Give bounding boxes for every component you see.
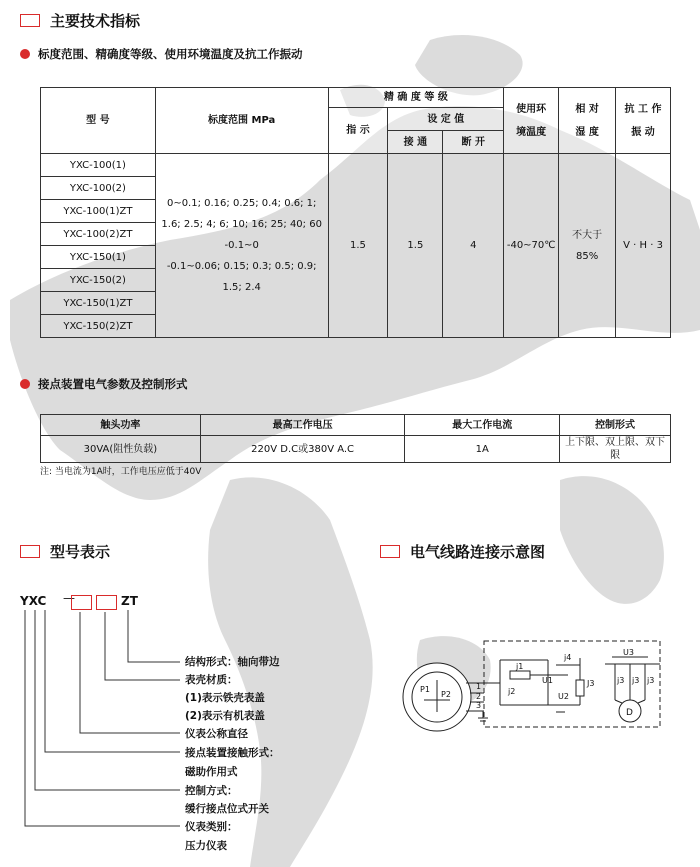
range-line: -0.1~0.06; 0.15; 0.3; 0.5; 0.9; 1.5; 2.4 [166,261,317,293]
humidity-line2: 85% [576,250,599,262]
model-cell: YXC-150(2)ZT [41,315,156,338]
header-current: 最大工作电流 [405,415,560,436]
humidity-line1: 不大于 [572,229,603,241]
model-cell: YXC-100(2)ZT [41,223,156,246]
label-p2: P2 [441,690,451,699]
connect-value: 1.5 [388,154,443,338]
header-indicate: 指 示 [328,108,388,154]
header-voltage: 最高工作电压 [200,415,405,436]
label-j2: j2 [508,687,516,696]
label-j3-coil: J3 [587,679,595,688]
model-cell: YXC-150(1)ZT [41,292,156,315]
header-disconnect: 断 开 [443,131,504,154]
power-value: 30VA(阻性负载) [41,436,201,463]
model-cell: YXC-100(1) [41,154,156,177]
label-j3-3: j3 [647,676,655,685]
label-2: 2 [476,692,482,701]
model-prefix: YXC [20,594,47,608]
subsection-title-text: 接点装置电气参数及控制形式 [38,377,188,391]
label-3: 3 [476,701,482,710]
label-1: 1 [476,682,482,691]
label-p1: P1 [420,685,430,694]
header-env-temp-line1: 使用环 [516,103,547,115]
header-env-temp-line2: 境温度 [516,126,547,138]
section-title-text: 主要技术指标 [50,12,141,30]
range-line: 0~0.1; 0.16; 0.25; 0.4; 0.6; 1; [166,198,317,209]
header-connect: 接 通 [388,131,443,154]
model-suffix: ZT [121,594,138,608]
model-label: 磁助作用式 [185,766,238,778]
relay-j3-coil [576,680,584,696]
header-vibration-line1: 抗 工 作 [624,103,662,115]
header-setting: 设 定 值 [388,108,504,131]
label-motor: D [626,708,633,718]
model-label: 控制方式： [185,785,238,797]
indicate-value: 1.5 [328,154,388,338]
label-j1: j1 [516,662,524,671]
header-accuracy: 精 确 度 等 级 [328,88,504,108]
model-label: 结构形式：轴向带边 [185,656,280,668]
range-line: -0.1~0 [224,240,259,251]
relay-j1-coil [510,671,530,679]
label-u2: U2 [558,692,569,701]
header-power: 触头功率 [41,415,201,436]
model-cell: YXC-100(1)ZT [41,200,156,223]
model-cell: YXC-150(2) [41,269,156,292]
label-j4: j4 [564,653,572,662]
label-u3: U3 [623,648,634,657]
model-label: 接点装置接触形式： [185,747,280,759]
model-label: 表壳材质： [185,674,238,686]
model-cell: YXC-100(2) [41,177,156,200]
model-label: (1)表示铁壳表盖 [185,692,265,704]
model-dash: — [63,591,75,605]
header-humidity-line1: 相 对 [575,103,599,115]
subsection-title-text: 标度范围、精确度等级、使用环境温度及抗工作振动 [38,47,303,61]
temp-value: -40~70℃ [504,154,559,338]
voltage-value: 220V D.C或380V A.C [200,436,405,463]
label-j3-1: j3 [617,676,625,685]
model-label: 仪表类别： [185,821,238,833]
note-text: 注: 当电流为1A时，工作电压应低于40V [40,467,202,477]
header-humidity-line2: 湿 度 [575,126,599,138]
vibration-value: V · H · 3 [616,154,671,338]
control-value: 上下限、双上限、双下限 [560,436,671,463]
header-control: 控制形式 [560,415,671,436]
model-label: 压力仪表 [185,840,227,852]
label-j3-2: j3 [632,676,640,685]
model-label: (2)表示有机表盖 [185,710,265,722]
header-vibration-line2: 振 动 [631,126,655,138]
current-value: 1A [405,436,560,463]
section-title-text: 型号表示 [50,543,111,561]
model-label: 缓行接点位式开关 [185,803,269,815]
model-label: 仪表公称直径 [185,728,248,740]
header-range: 标度范围 MPa [155,88,328,154]
header-model: 型 号 [41,88,156,154]
label-u1: U1 [542,676,553,685]
disconnect-value: 4 [443,154,504,338]
section-title-text: 电气线路连接示意图 [410,543,546,561]
range-line: 1.6; 2.5; 4; 6; 10; 16; 25; 40; 60 [161,219,322,230]
model-cell: YXC-150(1) [41,246,156,269]
